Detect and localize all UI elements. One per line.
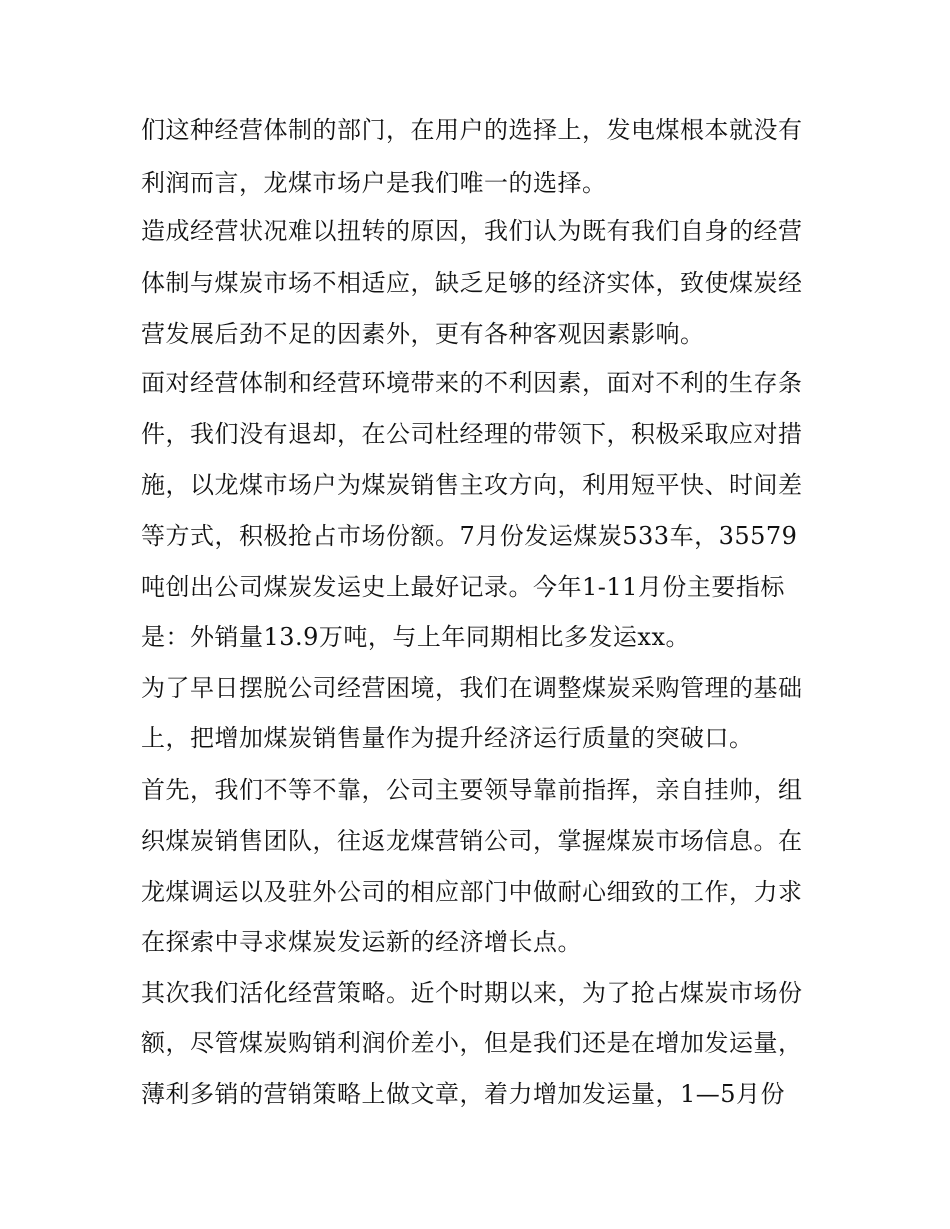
text-line: 织煤炭销售团队，往返龙煤营销公司，掌握煤炭市场信息。在	[141, 827, 803, 855]
text-line: 在探索中寻求煤炭发运新的经济增长点。	[141, 928, 582, 956]
text-line: 等方式，积极抢占市场份额。7月份发运煤炭533车，35579	[141, 522, 798, 550]
text-line: 上，把增加煤炭销售量作为提升经济运行质量的突破口。	[141, 724, 754, 752]
text-line: 额，尽管煤炭购销利润价差小，但是我们还是在增加发运量，	[141, 1029, 803, 1057]
text-line: 为了早日摆脱公司经营困境，我们在调整煤炭采购管理的基础	[141, 674, 803, 702]
text-line: 其次我们活化经营策略。近个时期以来，为了抢占煤炭市场份	[141, 979, 803, 1007]
text-line: 造成经营状况难以扭转的原因，我们认为既有我们自身的经营	[141, 217, 803, 245]
text-line: 件，我们没有退却，在公司杜经理的带领下，积极采取应对措	[141, 420, 803, 448]
text-line: 是：外销量13.9万吨，与上年同期相比多发运xx。	[141, 623, 691, 651]
text-line: 施，以龙煤市场户为煤炭销售主攻方向，利用短平快、时间差	[141, 471, 803, 499]
text-line: 龙煤调运以及驻外公司的相应部门中做耐心细致的工作，力求	[141, 878, 803, 906]
text-line: 体制与煤炭市场不相适应，缺乏足够的经济实体，致使煤炭经	[141, 269, 803, 297]
text-line: 们这种经营体制的部门，在用户的选择上，发电煤根本就没有	[141, 116, 803, 144]
text-line: 薄利多销的营销策略上做文章，着力增加发运量，1—5月份	[141, 1080, 786, 1108]
text-line: 利润而言，龙煤市场户是我们唯一的选择。	[141, 169, 607, 197]
text-line: 面对经营体制和经营环境带来的不利因素，面对不利的生存条	[141, 369, 803, 397]
text-line: 吨创出公司煤炭发运史上最好记录。今年1-11月份主要指标	[141, 573, 785, 601]
text-line: 营发展后劲不足的因素外，更有各种客观因素影响。	[141, 320, 705, 348]
text-line: 首先，我们不等不靠，公司主要领导靠前指挥，亲自挂帅，组	[141, 776, 803, 804]
